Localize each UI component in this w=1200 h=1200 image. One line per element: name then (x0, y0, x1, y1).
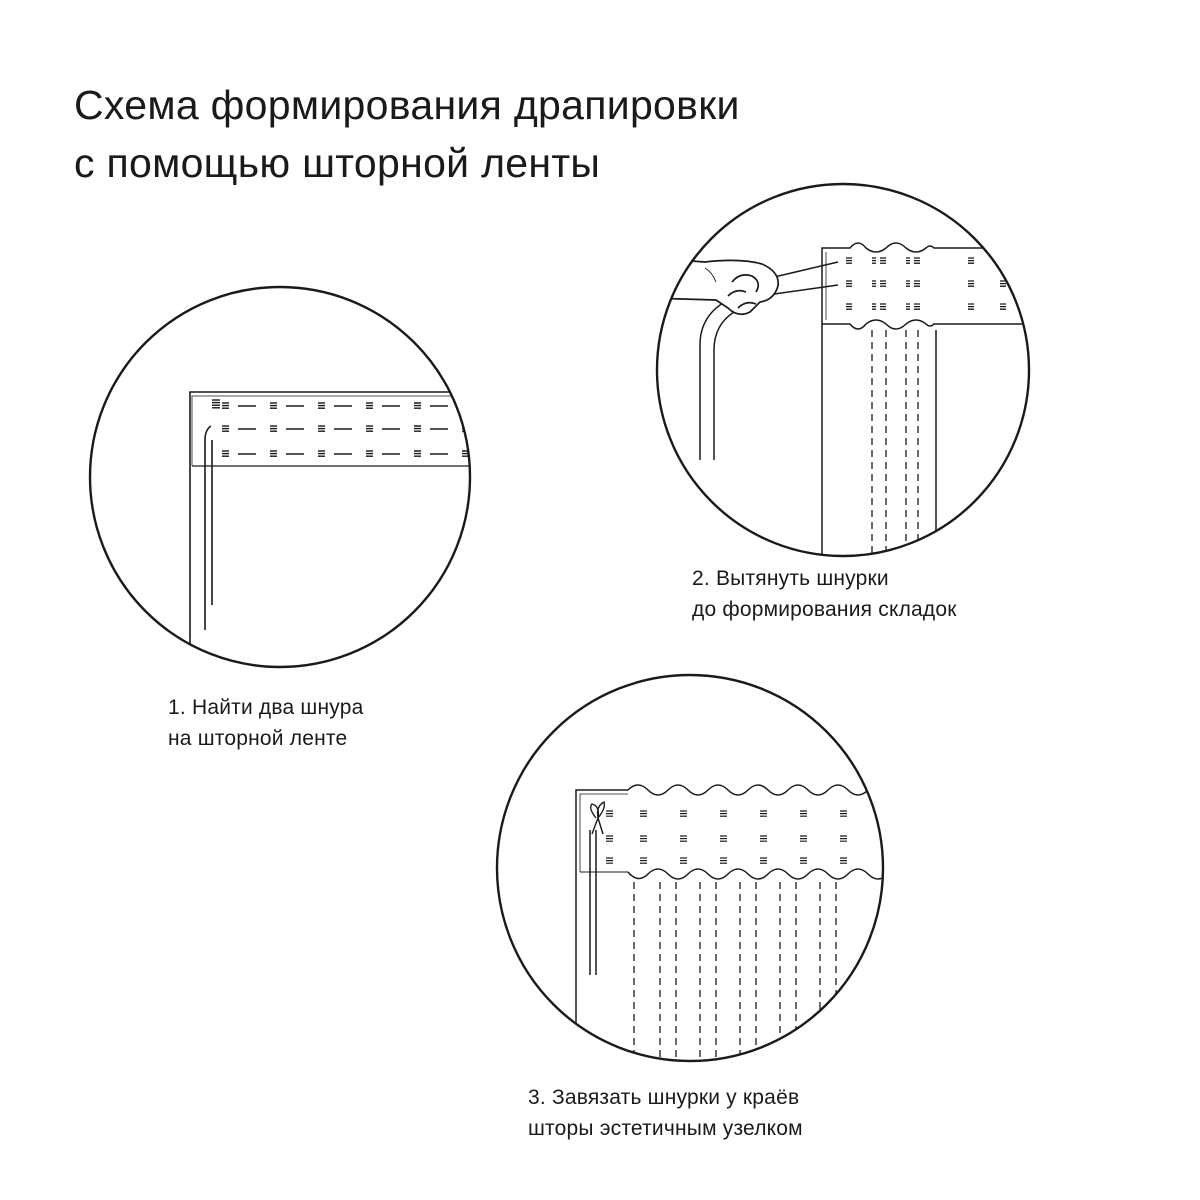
title-line-1: Схема формирования драпировки (74, 82, 740, 128)
gathered-tape (846, 258, 1006, 309)
cords (205, 426, 212, 630)
curtain-panel (822, 243, 1040, 560)
tied-knot-icon (590, 802, 604, 975)
step-1-illustration (90, 287, 500, 670)
step-2-illustration (650, 184, 1040, 560)
pleat-lines (872, 330, 918, 560)
step-1-line-1: 1. Найти два шнура (168, 696, 364, 719)
step-2-line-2: до формирования складок (692, 598, 957, 621)
step-2-circle (657, 184, 1029, 556)
curtain-tape (212, 400, 496, 456)
curtain-panel (576, 785, 908, 1070)
step-1-line-2: на шторной ленте (168, 727, 348, 750)
step-2-caption (692, 563, 957, 625)
step-3-illustration (497, 675, 908, 1080)
step-2-line-1: 2. Вытянуть шнурки (692, 567, 889, 590)
curtain-edge (190, 392, 500, 670)
step-3-line-1: 3. Завязать шнурки у краёв (528, 1086, 800, 1109)
gathered-tape (606, 811, 847, 863)
step-1-caption (168, 692, 363, 754)
step-1-circle (90, 287, 470, 667)
pleat-lines (634, 882, 836, 1080)
step-3-circle (497, 675, 883, 1061)
step-3-line-2: шторы эстетичным узелком (528, 1117, 803, 1140)
title-line-2: с помощью шторной ленты (74, 140, 601, 186)
step-3-caption (528, 1082, 803, 1144)
